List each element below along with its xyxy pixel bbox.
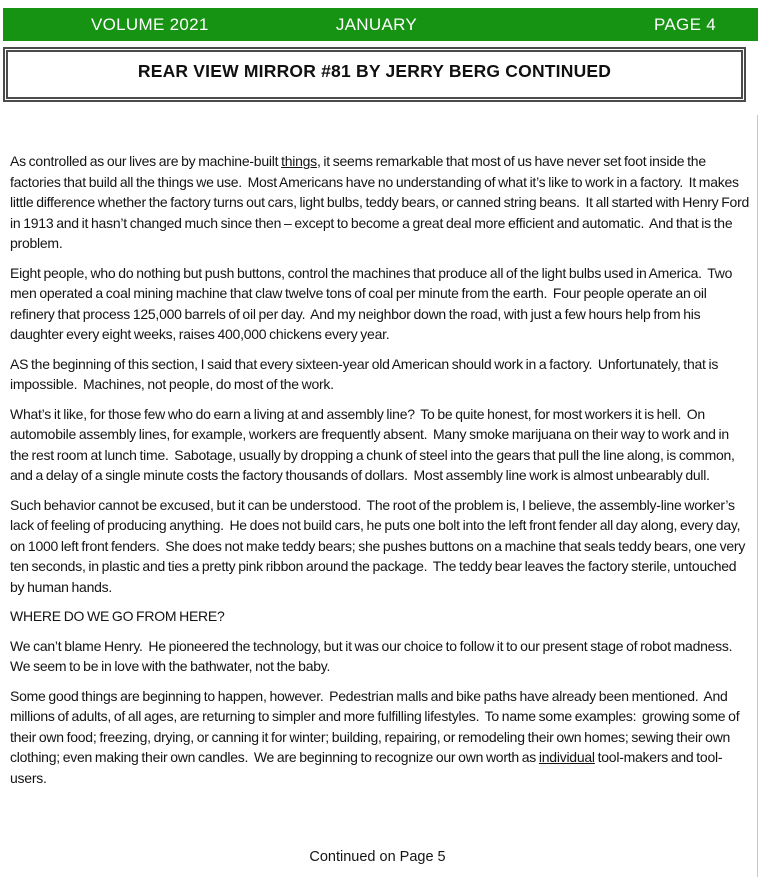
section-heading: WHERE DO WE GO FROM HERE? bbox=[10, 608, 225, 624]
article-body bbox=[10, 151, 750, 797]
title-box bbox=[3, 47, 746, 102]
page-scan-edge bbox=[757, 115, 758, 877]
paragraph-5: Such behavior cannot be excused, but it can be understood. The root of the problem is, I believe, the assembly-line worker’s lack of feeling of producing anything. He does not build cars, he puts one bolt into the left front fender all day along, every day, on 1000 left front fenders. She does not make teddy bears; she pushes buttons on a machine that seals teddy bears, one very ten seconds, in plastic and ties a pretty pink ribbon around the package. The teddy bear leaves the factory sterile, untouched by human hands. bbox=[10, 496, 748, 595]
month-label: JANUARY bbox=[335, 14, 418, 34]
paragraph-7: We can’t blame Henry. He pioneered the technology, but it was our choice to follow it to our present stage of robot madness. We seem to be in love with the bathwater, not the baby. bbox=[10, 637, 739, 674]
paragraph-2: Eight people, who do nothing but push buttons, control the machines that produce all of the light bulbs used in America. Two men operated a coal mining machine that claw twelve tons of coal per minute from the earth. Four people operate an oil refinery that process 125,000 barrels of oil per day. And my neighbor down the road, with just a few hours help from his daughter every eight weeks, raises 400,000 chickens every year. bbox=[10, 264, 736, 342]
header-bar bbox=[3, 8, 758, 41]
paragraph-8: Some good things are beginning to happen, however. Pedestrian malls and bike paths have already been mentioned. And millions of adults, of all ages, are returning to simpler and more fulfilling lifestyles. To name some examples: growing some of their own food; freezing, drying, or canning it for winter; building, repairing, or remodeling their own homes; sewing their own clothing; even making their own candles. We are beginning to recognize our own worth as individual tool-makers and tool-users. bbox=[10, 687, 743, 786]
paragraph-4: What’s it like, for those few who do earn a living at and assembly line? To be quite honest, for most workers it is hell. On automobile assembly lines, for example, workers are frequently absent. Many smoke marijuana on their way to work and in the rest room at lunch time. Sabotage, usually by dropping a chunk of steel into the gears that pull the line along, is common, and a delay of a single minute costs the factory thousands of dollars. Most assembly line work is almost unbearably dull. bbox=[10, 405, 738, 483]
paragraph-3: AS the beginning of this section, I said that every sixteen-year old American should work in a factory. Unfortunately, that is impossible. Machines, not people, do most of the work. bbox=[10, 355, 721, 392]
volume-label: VOLUME 2021 bbox=[91, 14, 209, 34]
article-title: REAR VIEW MIRROR #81 BY JERRY BERG CONTINUED bbox=[137, 61, 612, 81]
page-number-label: PAGE 4 bbox=[654, 14, 716, 34]
footer-note: Continued on Page 5 bbox=[309, 849, 446, 865]
paragraph-1: As controlled as our lives are by machine-built things, it seems remarkable that most of us have never set foot inside the factories that build all the things we use. Most Americans have no understanding of what it’s like to work in a factory. It makes little difference whether the factory turns out cars, light bulbs, teddy bears, or canned string beans. It all started with Henry Ford in 1913 and it hasn’t changed much since then – except to become a great deal more efficient and automatic. And that is the problem. bbox=[10, 153, 752, 251]
